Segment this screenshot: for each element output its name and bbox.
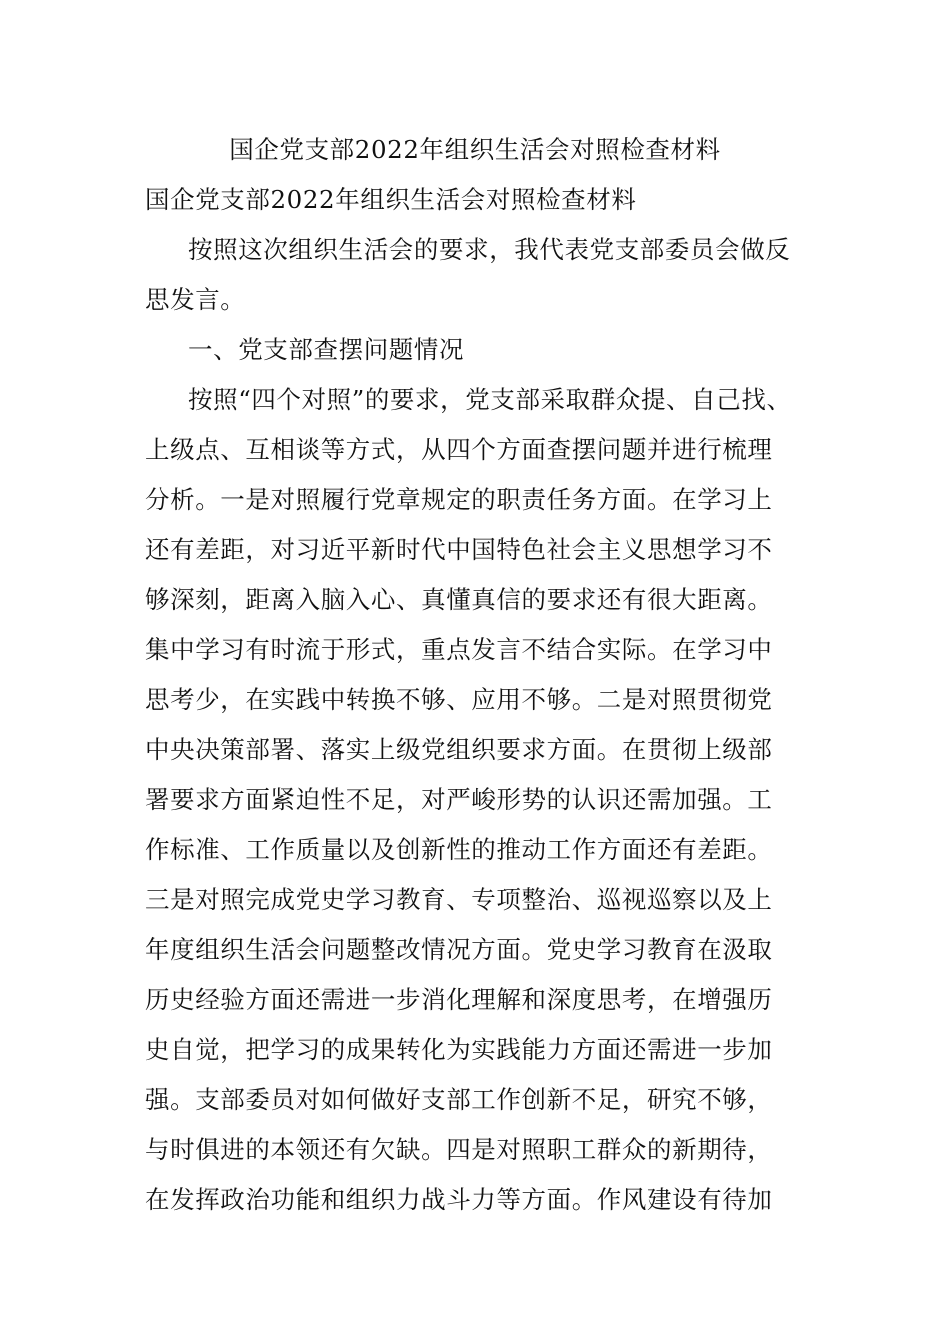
section-heading: 一、党支部查摆问题情况 — [188, 335, 465, 364]
paragraph-line: 署要求方面紧迫性不足，对严峻形势的认识还需加强。工 — [145, 785, 773, 814]
paragraph-line: 上级点、互相谈等方式，从四个方面查摆问题并进行梳理 — [145, 435, 773, 464]
paragraph-line: 还有差距，对习近平新时代中国特色社会主义思想学习不 — [145, 535, 773, 564]
paragraph-line: 在发挥政治功能和组织力战斗力等方面。作风建设有待加 — [145, 1185, 773, 1214]
paragraph-line: 思考少，在实践中转换不够、应用不够。二是对照贯彻党 — [145, 685, 773, 714]
paragraph-line: 分析。一是对照履行党章规定的职责任务方面。在学习上 — [145, 485, 773, 514]
paragraph-line: 够深刻，距离入脑入心、真懂真信的要求还有很大距离。 — [145, 585, 773, 614]
paragraph-line: 与时俱进的本领还有欠缺。四是对照职工群众的新期待， — [145, 1135, 773, 1164]
paragraph-line: 集中学习有时流于形式，重点发言不结合实际。在学习中 — [145, 635, 773, 664]
paragraph-line: 三是对照完成党史学习教育、专项整治、巡视巡察以及上 — [145, 885, 773, 914]
document-title: 国企党支部2022年组织生活会对照检查材料 — [229, 135, 721, 164]
paragraph-line: 史自觉，把学习的成果转化为实践能力方面还需进一步加 — [145, 1035, 773, 1064]
paragraph-line: 历史经验方面还需进一步消化理解和深度思考，在增强历 — [145, 985, 773, 1014]
document-subtitle: 国企党支部2022年组织生活会对照检查材料 — [145, 185, 637, 214]
paragraph-line: 年度组织生活会问题整改情况方面。党史学习教育在汲取 — [145, 935, 773, 964]
paragraph-line: 作标准、工作质量以及创新性的推动工作方面还有差距。 — [145, 835, 773, 864]
paragraph-line: 中央决策部署、落实上级党组织要求方面。在贯彻上级部 — [145, 735, 773, 764]
paragraph-line: 思发言。 — [145, 285, 246, 314]
paragraph-line: 按照这次组织生活会的要求，我代表党支部委员会做反 — [188, 235, 791, 264]
paragraph-line: 强。支部委员对如何做好支部工作创新不足，研究不够， — [145, 1085, 773, 1114]
paragraph-line: 按照“四个对照”的要求，党支部采取群众提、自己找、 — [188, 385, 792, 414]
